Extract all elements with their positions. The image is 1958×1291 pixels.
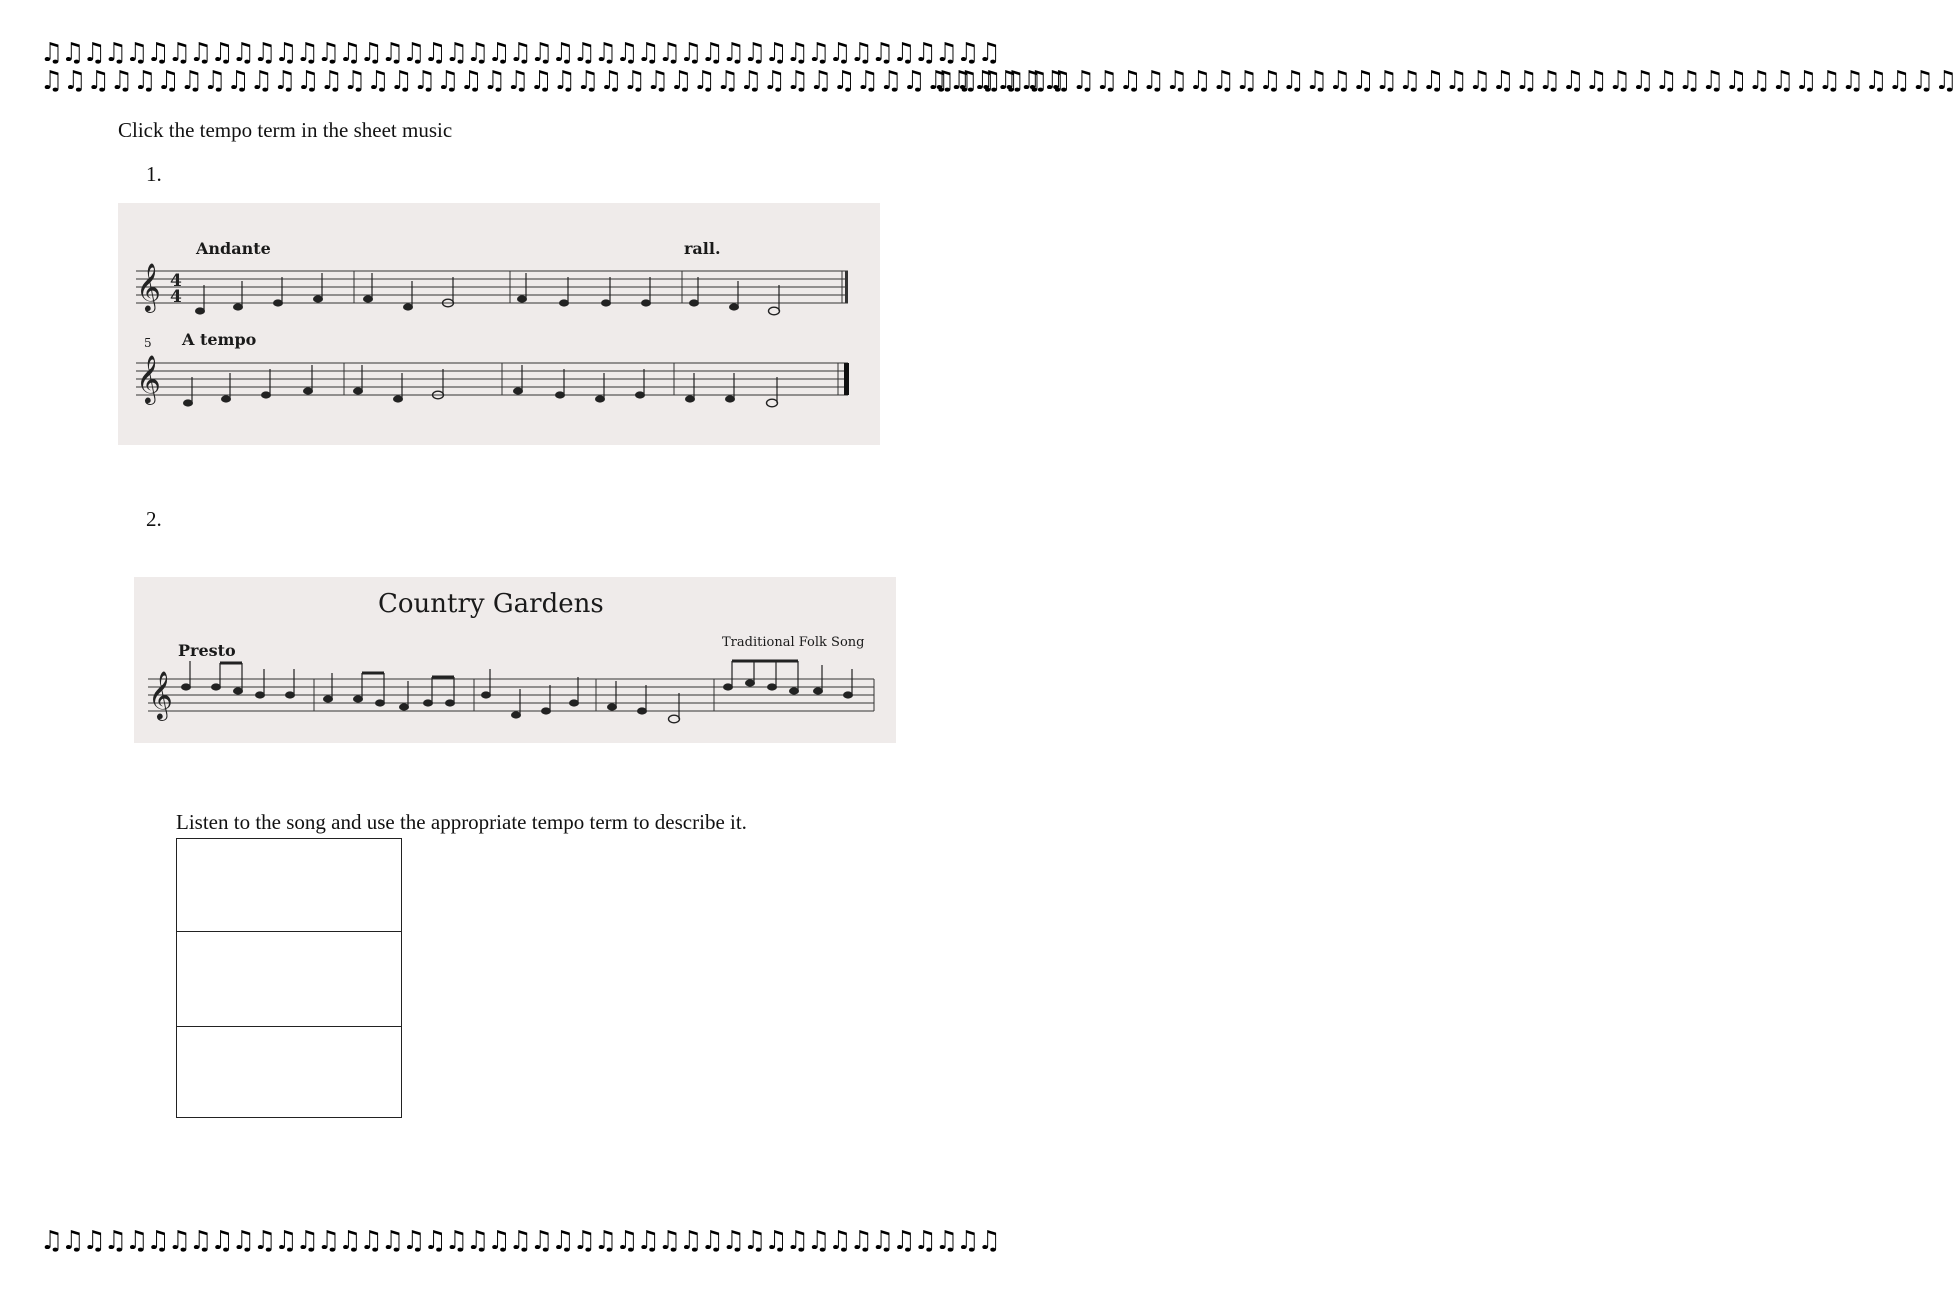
svg-text:4: 4 [170,287,182,307]
tempo-term-presto[interactable]: Presto [178,641,236,660]
svg-text:4: 4 [170,271,182,291]
svg-text:𝄞: 𝄞 [148,670,173,719]
sheet-music-2 [134,577,896,743]
tempo-term-a-tempo[interactable]: A tempo [182,330,257,349]
sheet-music-1 [118,203,880,445]
tempo-term-andante[interactable]: Andante [196,239,271,258]
svg-text:𝄞: 𝄞 [136,262,161,311]
composer-credit: Traditional Folk Song [722,635,865,650]
music-note-border-top: ♫♫♫♫♫♫♫♫♫♫♫♫♫♫♫♫♫♫♫♫♫♫♫♫♫♫♫♫♫♫♫♫♫♫♫♫♫♫♫♫♫♫♫♫♫ [40,38,999,68]
music-note-border-bottom: ♫♫♫♫♫♫♫♫♫♫♫♫♫♫♫♫♫♫♫♫♫♫♫♫♫♫♫♫♫♫♫♫♫♫♫♫♫♫♫♫♫♫♫♫♫ [40,1226,999,1256]
music-note-border-left: ♫♫♫♫♫♫♫♫♫♫♫♫♫♫♫♫♫♫♫♫♫♫♫♫♫♫♫♫♫♫♫♫♫♫♫♫♫♫♫♫♫♫♫♫ [40,66,1066,96]
svg-text:𝄞: 𝄞 [136,354,161,403]
staff-notation-2 [134,577,896,743]
answer-box-2[interactable] [176,931,402,1027]
measure-number: 5 [144,336,152,350]
instruction-text: Click the tempo term in the sheet music [118,118,453,142]
tempo-term-rall[interactable]: rall. [684,239,721,258]
music-note-border-right: ♫♫♫♫♫♫♫♫♫♫♫♫♫♫♫♫♫♫♫♫♫♫♫♫♫♫♫♫♫♫♫♫♫♫♫♫♫♫♫♫♫♫♫♫ [932,66,1958,96]
answer-box-1[interactable] [176,838,402,932]
answer-box-3[interactable] [176,1026,402,1118]
question-number-2: 2. [146,507,162,531]
listen-instruction: Listen to the song and use the appropriate tempo term to describe it. [176,810,747,834]
song-title: Country Gardens [378,589,604,619]
question-number-1: 1. [146,162,162,186]
